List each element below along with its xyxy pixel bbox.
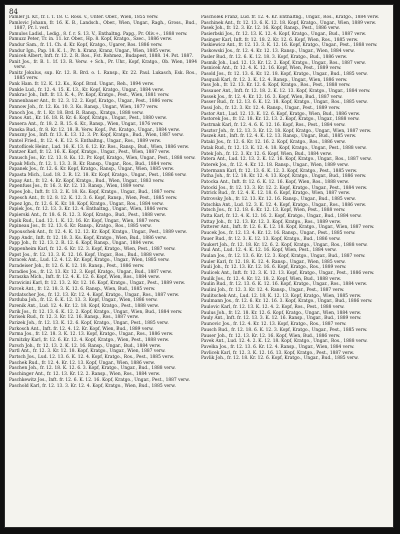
register-entry: Paschen Joh., fr. 12. 18. K. 12. 6. 3. Kopf, Kratgo., Ungar., Bud., 1888 verw. — [9, 366, 176, 372]
register-entry: Panoch Jos., fr. 1. Kr. 18. Brd. R. Ransp., Kratgo., 1888 verw. — [9, 110, 144, 116]
register-entry: Paravicini Karl, fr. 12. 13. 2. Kr. 12. 16. Kopf, Kratgo., Ungar., Pest., 1889 verw. — [9, 281, 186, 287]
register-entry: Patschka Ant., Lud. 12. 3. K. 12. 4. Kopf, Kratgo., Ungar., Ros., 1886 verw. — [201, 202, 367, 208]
register-entry: Pasek Joh., fr. 12. 3. Kr. 12. 16. Kopf, Ransp., Pest., 1886 verw. — [201, 26, 340, 32]
register-entry: Pavelka Jos., fr. 12. 13. 6. Kr. 12. 4. Ransp., Ungar., Wien, 1884 verw. — [201, 344, 355, 350]
register-entry: Pauly Ant., Inft. fr. 12. 13. 3. K. 12. 16. Ransp., Ungar., Bud., 1889 verw. — [201, 316, 362, 322]
register-entry: Papes Joh., Inft. fr. 13. 2. K. 18. Ks. Kopf, Kratgo., Ungar., Bud., 1887 verw. — [9, 190, 176, 196]
register-entry: Papenfuss Jos., fr. 16. 3. Kr. 12. 13. Ransp., Wien, 1889 verw. — [9, 184, 145, 190]
register-entry: Papik Rud., Lud. 12. 1. K. 12. 16. Kr. Kopf, Ungar., Wien, 1887 verw. — [9, 218, 161, 224]
register-entry: Paukert Joh., fr. 12. 18. Kr. 12. 6. 2. Kopf, Kratgo., Ungar., Ros., 1888 verw. — [201, 242, 368, 248]
register-entry: Patsch Jos., fr. 12. 18. 6. Kr. 12. 13. Kopf, Wien, Pest., 1888 verw. — [201, 208, 346, 214]
register-entry: Paraszka Mich., Inft. fr. 12. 4. K. 12. 6. Kopf, Wien, Ros., 1884 verw. — [9, 275, 160, 281]
register-entry: Paulin Rud., fr. 12. 13. 6. K. 12. 16. Kopf, Kratgo., Ungar., Ros., 1884 verw. — [201, 282, 368, 288]
register-entry: Paschinger Ant., fr. 12. 13. Kr. 12. 2. Ransp., Wien, Ros., 1884 verw. — [9, 372, 161, 378]
register-entry: Parduba Joh., fr. 12. 6. K. 12. 13. 3. Kopf, Ungar., Wien, 1886 verw. — [9, 298, 158, 304]
register-entry: Passauer Ant., Inft. fr. 12. 18. 2. K. 12. 13. Kopf, Kratgo., Ungar., 1884 verw. — [201, 88, 371, 94]
register-entry: Panos Ant., Kr. 16. 18. R. Kr. 6. Kopf, Kratgo., Ungar., Pest., 1880 verw. — [9, 116, 167, 122]
register-entry: Parcek Ant., fr. 12. 18. 3. K. 12. 6. Ransp., Wien, Bud., 1885 verw. — [9, 286, 156, 292]
register-entry: Pankle Lud., fr. 12. 4. 15. K. 13., Kr. Kopf, Kratgo., Ungar., 1884 verw. — [9, 87, 165, 93]
register-entry: Pasztor Joh., fr. 12. 13. 3. Kr. 12. 18. Kopf, Kratgo., Ungar., Wien, 1887 verw. — [201, 128, 372, 134]
register-entry: Pauser Joh., fr. 12. 13. Kr. 12. 16. Kopf, Wien, Bud., 1886 verw. — [201, 333, 341, 339]
register-entry: Pamulos Ladisl., Ledig., 8. f. r. S. 13. V., Enthaltng. Papg., Pr. Oliv.+., 1888 verw. — [9, 31, 188, 37]
register-entry: Papasta Mich., Lud. 18. 2. R. 12. 18. Kr. Kopf, Kratgo., Ungar., Pest., 1886 verw. — [9, 173, 187, 179]
register-entry: Paul Ant., Lud. 12. 4. K. 12. 16. Kopf, Wien, Pest., 1884 verw. — [201, 248, 337, 254]
register-entry: Patera Ant., Lud. 12. 13. 2. K. 12. 16. Kopf, Kratgo., Ungar., Ros., 1887 verw. — [201, 157, 372, 163]
right-column — [201, 15, 389, 520]
register-entry: Paterek Jos., fr. 12. 4. Kr. 12. 18. Ransp., Ungar., Wien, 1889 verw. — [201, 162, 349, 168]
register-entry: Papierski Ant., fr. 18. 6. R. 12. 3. Kopf, Kratgo., Bud., Pest., 1888 verw. — [9, 212, 167, 218]
register-entry: Panicek Albert, Inft. fr. 12. 2. R. Ros., Fst. Rohmez., Budapest, 1888. 14. Pst. 1887. — [9, 54, 194, 60]
register-entry: Parenik Ant., Lud. 12. 4. Kr. 12. 18. Kopf, Kratgo., Pest., 1888 verw. — [9, 303, 159, 309]
register-entry: Pauer Rud., fr. 12. 3. K. 12. 13. Kopf, Kratgo., Bud., 1886 verw. — [201, 236, 341, 242]
register-entry: Papp Andr., Inft. fr. 12. 18. 3. Ks. Kopf, Kratgo., Wien, Bud., 1886 verw. — [9, 235, 167, 241]
register-entry: Pansera Ant., fr. 18. 2. R. 15. 6. Kr., Ransp., Wien, Ungar., 1876 verw. — [9, 121, 164, 127]
register-entry: Patta Karl, fr. 12. 4. K. 12. 16. 2. Kopf, Kratgo., Ungar., Bud., 1884 verw. — [201, 214, 362, 220]
register-entry: Paschek Rud., fr. 12. 4. Kr. 12. 13. Kopf, Ungar., Wien, 1886 verw. — [9, 360, 155, 366]
page-number: 84 — [9, 8, 18, 16]
register-entry: Paskowski Jos., fr. 12. 4. Kr. 12. 13. Ransp., Ungar., Wien, 1884 verw. — [201, 49, 355, 55]
register-entry: Pannow Joh., fr. 12. Ks. 10. 3. Ks. Ransp., Ungar., Wien, 1877 verw. — [9, 104, 159, 110]
register-entry: Paucek Jos., fr. 12. 13. 4. Kr. 12. 16. Ransp., Ungar., Pest., 1885 verw. — [201, 231, 356, 237]
register-entry: Pamlovic Johann, fr. 16. K. B., Landsch., Ober., Wien, Ungar., Ragh., Gross., Bud., 1887, Pr. l. verl. — [9, 20, 197, 31]
register-entry: Pass Joh., fr. 12. 13. Kr. 12. 6. Kopf, Kratgo., Ros., Pest., 1888 verw. — [201, 83, 351, 89]
register-entry: Papouschek Ant., fr. 12. 4. K. 12. 12. Kr. Kopf, Kratgo., Ungar., Pest., 1889 verw. — [9, 229, 187, 235]
register-entry: Pastrnak Karl, fr. 12. 4. 6. K. 12. 16. Kopf, Ros., Pest., 1884 verw. — [201, 123, 346, 129]
register-entry: Pauler Karl, fr. 12. 18. K. 12. 4. Ransp., Ungar., Wien, 1885 verw. — [201, 259, 346, 265]
register-entry: Paulicek Ant., Inft. fr. 12. 3. K. 12. 13. Kopf, Kratgo., Ungar., Pest., 1886 verw. — [201, 270, 375, 276]
register-entry: Pasierbski Jos., fr. 12. 13. K. 12. 4. Kopf, Kratgo., Ungar., Bud., 1887 verw. — [201, 32, 367, 38]
register-entry: Paschold Karl, fr. 12. 13. 3. Kr. 12. 4. Kopf, Kratgo., Wien, Bud., 1885 verw. — [9, 383, 176, 389]
register-entry: Patocka Ant., Inft. fr. 12. 6. K. 12. 16. Kopf, Wien, Ros., 1888 verw. — [201, 179, 349, 185]
register-entry: Pauli Joh., fr. 12. 13. Kr. 12. 16. 6. Kopf, Kratgo., Ros., 1889 verw. — [201, 265, 347, 271]
register-entry: Paulan Jos., fr. 12. 13. 6. Kr. 12. 3. Kopf, Kratgo., Ungar., Bud., 1887 verw. — [201, 253, 366, 259]
register-entry: Patak Rud., fr. 12. 13. K. 12. 4. 18. Kopf, Kratgo., Ungar., Pest., 1888 verw. — [201, 145, 367, 151]
register-entry: Paracek Ant., Lud. 12. 4. 12. Kr. Kopf, Kratgo., Ungar., Wien, 1885 verw. — [9, 258, 170, 264]
register-entry: Pannenbauer Ant., fr. 12. 3. 12. 2. Kopf, Kratgo., Ungar., Pest., 1886 verw. — [9, 99, 174, 105]
left-column — [9, 15, 197, 520]
register-entry: Pamler Jl. Kr., fr. l. T. 18. C. Ross. v., Unter. Ober., Wien, 1855 verw. — [9, 15, 159, 20]
register-entry: Papez Ign., fr. 12. 6. K. Kr. 18. Kopf, Kratgo., Ungar., Ros., 1884 verw. — [9, 201, 164, 207]
register-entry: Pavlik Joh., fr. 12. 18. Kr. 12. 6. Kopf, Kratgo., Ungar., Bud., 1885 verw. — [201, 356, 359, 362]
register-entry: Parma Jos., fr. 12. 18. 3. K. 12. 13. Kopf, Kratgo., Ungar., Ros., 1886 verw. — [9, 332, 174, 338]
register-entry: Papiek Jos., fr. 12. 13. 3. Kr. 12. 4. Enthaltng., Ungar., Wien, 1886 verw. — [9, 207, 169, 213]
register-entry: Pasquali Karl, fr. 12. 3. K. 12. 4. Ransp., Ungar., Wien, 1886 verw. — [201, 77, 348, 83]
register-entry: Paulik Jos., fr. 12. 4. Kr. 12. 18. 2. Kopf, Wien, Bud., 1888 verw. — [201, 276, 342, 282]
register-entry: Pankrac Joh., Inft. fr. 13. K. 4., Pr. Kopf, Kratgo., Pest., Wien, 1881 verw. — [9, 93, 170, 99]
register-entry: Patrovsky Joh., fr. 12. 13. Kr. 12. 16. Ransp., Ungar., Bud., 1885 verw. — [201, 197, 356, 202]
register-entry: Pattay Joh., fr. 12. 13. Kr. 12. 3. Kopf, Kratgo., Ros., 1889 verw. — [201, 219, 342, 225]
register-entry: Partsch Jos., Lud. 12. 13. 6. K. 12. 4. Kopf, Kratgo., Ros., Pest., 1885 verw. — [9, 355, 175, 361]
register-entry: Papay Ant., fr. 12. 4. Kr. Kopf, Kratgo., Bud., Wien, Ungar., 1883 verw. — [9, 178, 165, 184]
register-entry: Paradeiser Joh., fr. 12. 6. K. 12. 18. Ransp., Pest., 1886 verw. — [9, 264, 145, 270]
register-entry: Paulovic Karl, fr. 12. 13. K. 12. 4. 2. Kopf, Ros., Pest., 1888 verw. — [201, 305, 345, 311]
register-entry: Papineau Jos., fr. 12. 13. 6. Kr. Ransp., Kratgo., Ros., 1885 verw. — [9, 224, 152, 230]
register-entry: Pasmik Joh., Lud. 12. 13. Kr. 12. 2. Kopf, Kratgo., Ungar., Ros., 1887 verw. — [201, 60, 366, 66]
register-entry: Pantel Fried., fr. 12. 4. K. 12. S. Enthaltng., Ungar., Ros., 1889 verw. — [9, 138, 162, 144]
register-entry: Parnitzky Karl, fr. 12. 6. Kr. 12. 4. Kopf, Kratgo., Wien, Pest., 1888 verw. — [9, 338, 170, 344]
register-entry: Passek Jos., fr. 12. 4. Kr. 12. 16. 3. Kopf, Wien, Bud., 1887 verw. — [201, 94, 343, 100]
register-entry: Pastor Ant., Lud. 12. 13. K. 12. 6. Kopf, Kratgo., Wien, Bud., 1886 verw. — [201, 111, 361, 117]
register-entry: Panusch Jos., Kr. 12. 13. 8. Ks. 12. Pr. Kopf, Kratgo., Wien, Ungar., Pest., 1888 verw. — [9, 156, 196, 162]
register-entry: Paschinek Ant., fr. 12. 13. 6. K. 12. 18. Kopf, Kratgo., Ungar., Wien, 1889 verw. — [201, 20, 377, 26]
register-entry: Pausch Rud., fr. 12. 18. 6. K. 12. 3. Kopf, Kratgo., Ungar., Pest., 1885 verw. — [201, 327, 368, 333]
register-entry: Panit Jos., fr. B. 1. 1f. 13. R. Verw. + Sch., Pr. Uhr., Kopf, Kratgo., Ob. Wien, 1894 verw. — [9, 60, 197, 71]
register-entry: Patermann Karl, fr. 12. 13. 6. K. 12. 3. Kopf, Kratgo., Pest., 1885 verw. — [201, 168, 358, 174]
register-entry: Papst Jos., fr. 12. 13. 3. K. 12. 16. Kopf, Ungar., Ros., Bud., 1888 verw. — [9, 252, 165, 258]
register-entry: Papesch Ant., fr. 12. 8. 12. K. 12. 3. 6. Kopf, Ransp., Wien, Pest., 1885 verw. — [9, 195, 178, 201]
register-entry: Paskiewicz Ant., fr. 12. 13. 3. K. 12. 16. Kopf, Kratgo., Ungar., Pest., 1888 verw. — [201, 43, 378, 49]
register-entry: Pardatscher Jos., fr. 12. 13. Kr. 12. 4. Kopf, Kratgo., Ungar., Ros., 1887 verw. — [9, 292, 180, 298]
register-entry: Papak Mich., fr. 12. 1. 13. 3. R. Kr. Ransp., Ungar., Ros., Bud., 1884 verw. — [9, 161, 173, 167]
register-entry: Pamuzz Peter, Tr. in. 11. kr. Ober., Hp. 8. Kopf, Kratgo., Szec., 1886 verw. — [9, 37, 173, 43]
register-entry: Pascholek Franz, Lud. fr. 12. 4. Kr. Enthaltng., Ungar., Ros., Kratgo., 1884 verw. — [201, 15, 380, 20]
register-entry: Parkosch Ant., Inft. fr. 12. 4. 12. Kr. Kopf, Wien, Bud., 1889 verw. — [9, 326, 154, 332]
register-entry: Parsch Joh., fr. 12. 13. 2. K. 12. 16. Ransp., Ungar., Bud., 1884 verw. — [9, 343, 162, 349]
register-entry: Pappenheim Karl, fr. 12. 6. Kr. 12. 3. Kopf, Kratgo., Wien, Pest., 1887 verw. — [9, 247, 176, 253]
register-entry: Pasinger Karl, Inft. fr. 12. 18. 2. Kr. 12. 6. Kopf, Wien, Ros., 1885 verw. — [201, 37, 359, 43]
register-entry: Paszek Ant., Inft. fr. 12. 4. K. 12. 13. Ransp., Ungar., Bud., 1885 verw. — [201, 134, 357, 140]
register-entry: Paradies Jos., fr. 12. 13. Kr. 12. 3. Kopf, Kratgo., Ungar., Bud., 1887 verw. — [9, 269, 173, 275]
register-entry: Passer Rud., fr. 12. 13. 6. K. 12. 18. Kopf, Kratgo., Ungar., Ros., 1885 verw. — [201, 100, 368, 106]
register-entry: Patek Joh., fr. 12. 3. Kr. 12. 6. Kopf, Wien, Bud., 1884 verw. — [201, 151, 333, 157]
register-entry: Patha Joh., fr. 12. 18. Kr. 12. 4. 13. Kopf, Kratgo., Ungar., Bud., 1886 verw. — [201, 174, 367, 180]
register-entry: Pasnicek Ant., fr. 12. 4. K. 12. 16. Kopf, Wien, Pest., 1889 verw. — [201, 66, 342, 72]
register-entry: Pavek Ant., Lud. 12. 4. 2. K. 12. 18. Kopf, Kratgo., Ungar., Ros., 1888 verw. — [201, 339, 368, 345]
register-entry: Panska Rud., fr. 8. Kr. 12. 18. R. Verw. Kopf., Pst. Kratgo., Ungar., 1884 verw. — [9, 127, 181, 133]
register-entry: Passi Joh., fr. 12. 3. Kr. 12. 4. Ransp., Ungar., Pest., 1889 verw. — [201, 106, 341, 111]
register-entry: Pastorek Jos., fr. 12. 18. Kr. 12. 13. 2. Kopf, Kratgo., Ungar., 1888 verw. — [201, 117, 360, 123]
register-entry: Paulini Joh., fr. 12. 3. Kr. 12. 4. Ransp., Ungar., Pest., 1887 verw. — [201, 288, 345, 293]
register-entry: Paschkewitz Jos., Inft. fr. 12. 6. K. 12. 16. Kopf, Kratgo., Ungar., Pest., 1887 verw. — [9, 377, 190, 383]
register-entry: Pavlicek Karl, fr. 12. 3. K. 12. 16. 13. Kopf, Kratgo., Pest., 1887 verw. — [201, 350, 355, 356]
register-entry: Panitz Jokulus, sup. Kr. 12. R. Brd. o. 1. Ransp., Kr. 22. Paul. Lukasch, Esk. Ros., 1885 verw. — [9, 71, 197, 82]
register-entry: Papanek Jos., fr. 12. 6. Kr. Kopf, Kratgo., Ransp., Ungar., Wien, 1885 verw. — [9, 167, 175, 173]
register-entry: Pasold Jos., fr. 12. 13. 6. Kr. 12. 18. Kopf, Kratgo., Ungar., Bud., 1885 verw. — [201, 71, 368, 77]
register-entry: Pasler Rud., fr. 12. 6. K. 12. 18. 3. Kopf, Kratgo., Bud., 1886 verw. — [201, 54, 348, 60]
register-entry: Patterer Ant., Inft. fr. 12. 6. K. 12. 18. Kopf, Kratgo., Ungar., Wien, 1887 verw. — [201, 225, 375, 231]
register-entry: Parizek Joh., fr. 12. 13. K. 12. 6. Kopf, Kratgo., Ungar., Pest., 1885 verw. — [9, 320, 169, 326]
document-page — [4, 4, 394, 528]
register-entry: Pantoflicek Heinr., Lud. 16. K. 13. 6. 12. Kr. Ros., Ransp., Bud., Wien, 1886 verw. — [9, 144, 190, 150]
register-entry: Panszny Jos., Inft. fr. 13. K. 13. 12. 3. Pr. Kopf, Kratgo., Bud., Wien, 1887 verw. — [9, 133, 184, 139]
register-entry: Pantzer Karl, fr. 12. 16. K. Kopf, Kratgo., Ungar., Pest., Wien, 1887 verw. — [9, 150, 171, 156]
register-entry: Pandur Ign., Pap. 18. K. 1., Pr. h. Kranz, Kranz, Ungar., Wien, 1885 verw. — [9, 48, 172, 54]
register-entry: Pandur Sam., fr. 11. Ch. d. Kr. Kopf, Kratgo., Ugarer, Ros. 1886 verw. — [9, 43, 163, 49]
register-entry: Pataki Jos., fr. 12. 6. Kr. 12. 16. 2. Kopf, Kratgo., Ros., 1886 verw. — [201, 140, 346, 146]
register-entry: Partl Ant., fr. 12. 3. Kr. 12. 18. Kopf, Kratgo., Ungar., Wien, 1887 verw. — [9, 349, 166, 355]
register-entry: Pank Ham. fr. 12. K. 12. Ks., Kopf. Brzd. Ungar., Reh., 1894 verw. — [9, 82, 155, 88]
register-entry: Parisek Rud., fr. 12. 3. Kr. 12. 16. Ransp., Ros., 1887 verw. — [9, 315, 140, 321]
register-entry: Paulitschek Ant., Lud. 12. 18. K. 12. 13. Kopf, Kratgo., Wien, 1885 verw. — [201, 293, 362, 299]
register-entry: Patocki Jos., fr. 12. 13. 3. Kr. 12. 2. Kopf, Kratgo., Ungar., Pest., 1884 verw. — [201, 185, 368, 191]
register-entry: Paulmann Jos., fr. 12. 6. Kr. 12. 16. 3. Kopf, Kratgo., Ungar., Bud., 1886 verw. — [201, 299, 373, 305]
register-entry: Paulus Joh., fr. 12. 18. Kr. 12. 6. Kopf, Kratgo., Ungar., Wien, 1884 verw. — [201, 310, 362, 316]
register-entry: Papp Joh., fr. 12. 13. 2. R. 12. 6. Kopf, Ransp., Ungar., 1884 verw. — [9, 241, 155, 247]
register-entry: Parik Jos., fr. 12. 13. 6. K. 12. 2. Kopf, Kratgo., Ungar., Wien, Bud., 1884 verw. — [9, 309, 183, 315]
register-entry: Patrick Rud., fr. 12. 4. K. 12. 18. 6. Kopf, Kratgo., Wien, 1887 verw. — [201, 191, 351, 197]
register-entry: Paunovic Jos., fr. 12. 4. Kr. 12. 13. Kopf, Kratgo., Ros., 1887 verw. — [201, 322, 347, 328]
